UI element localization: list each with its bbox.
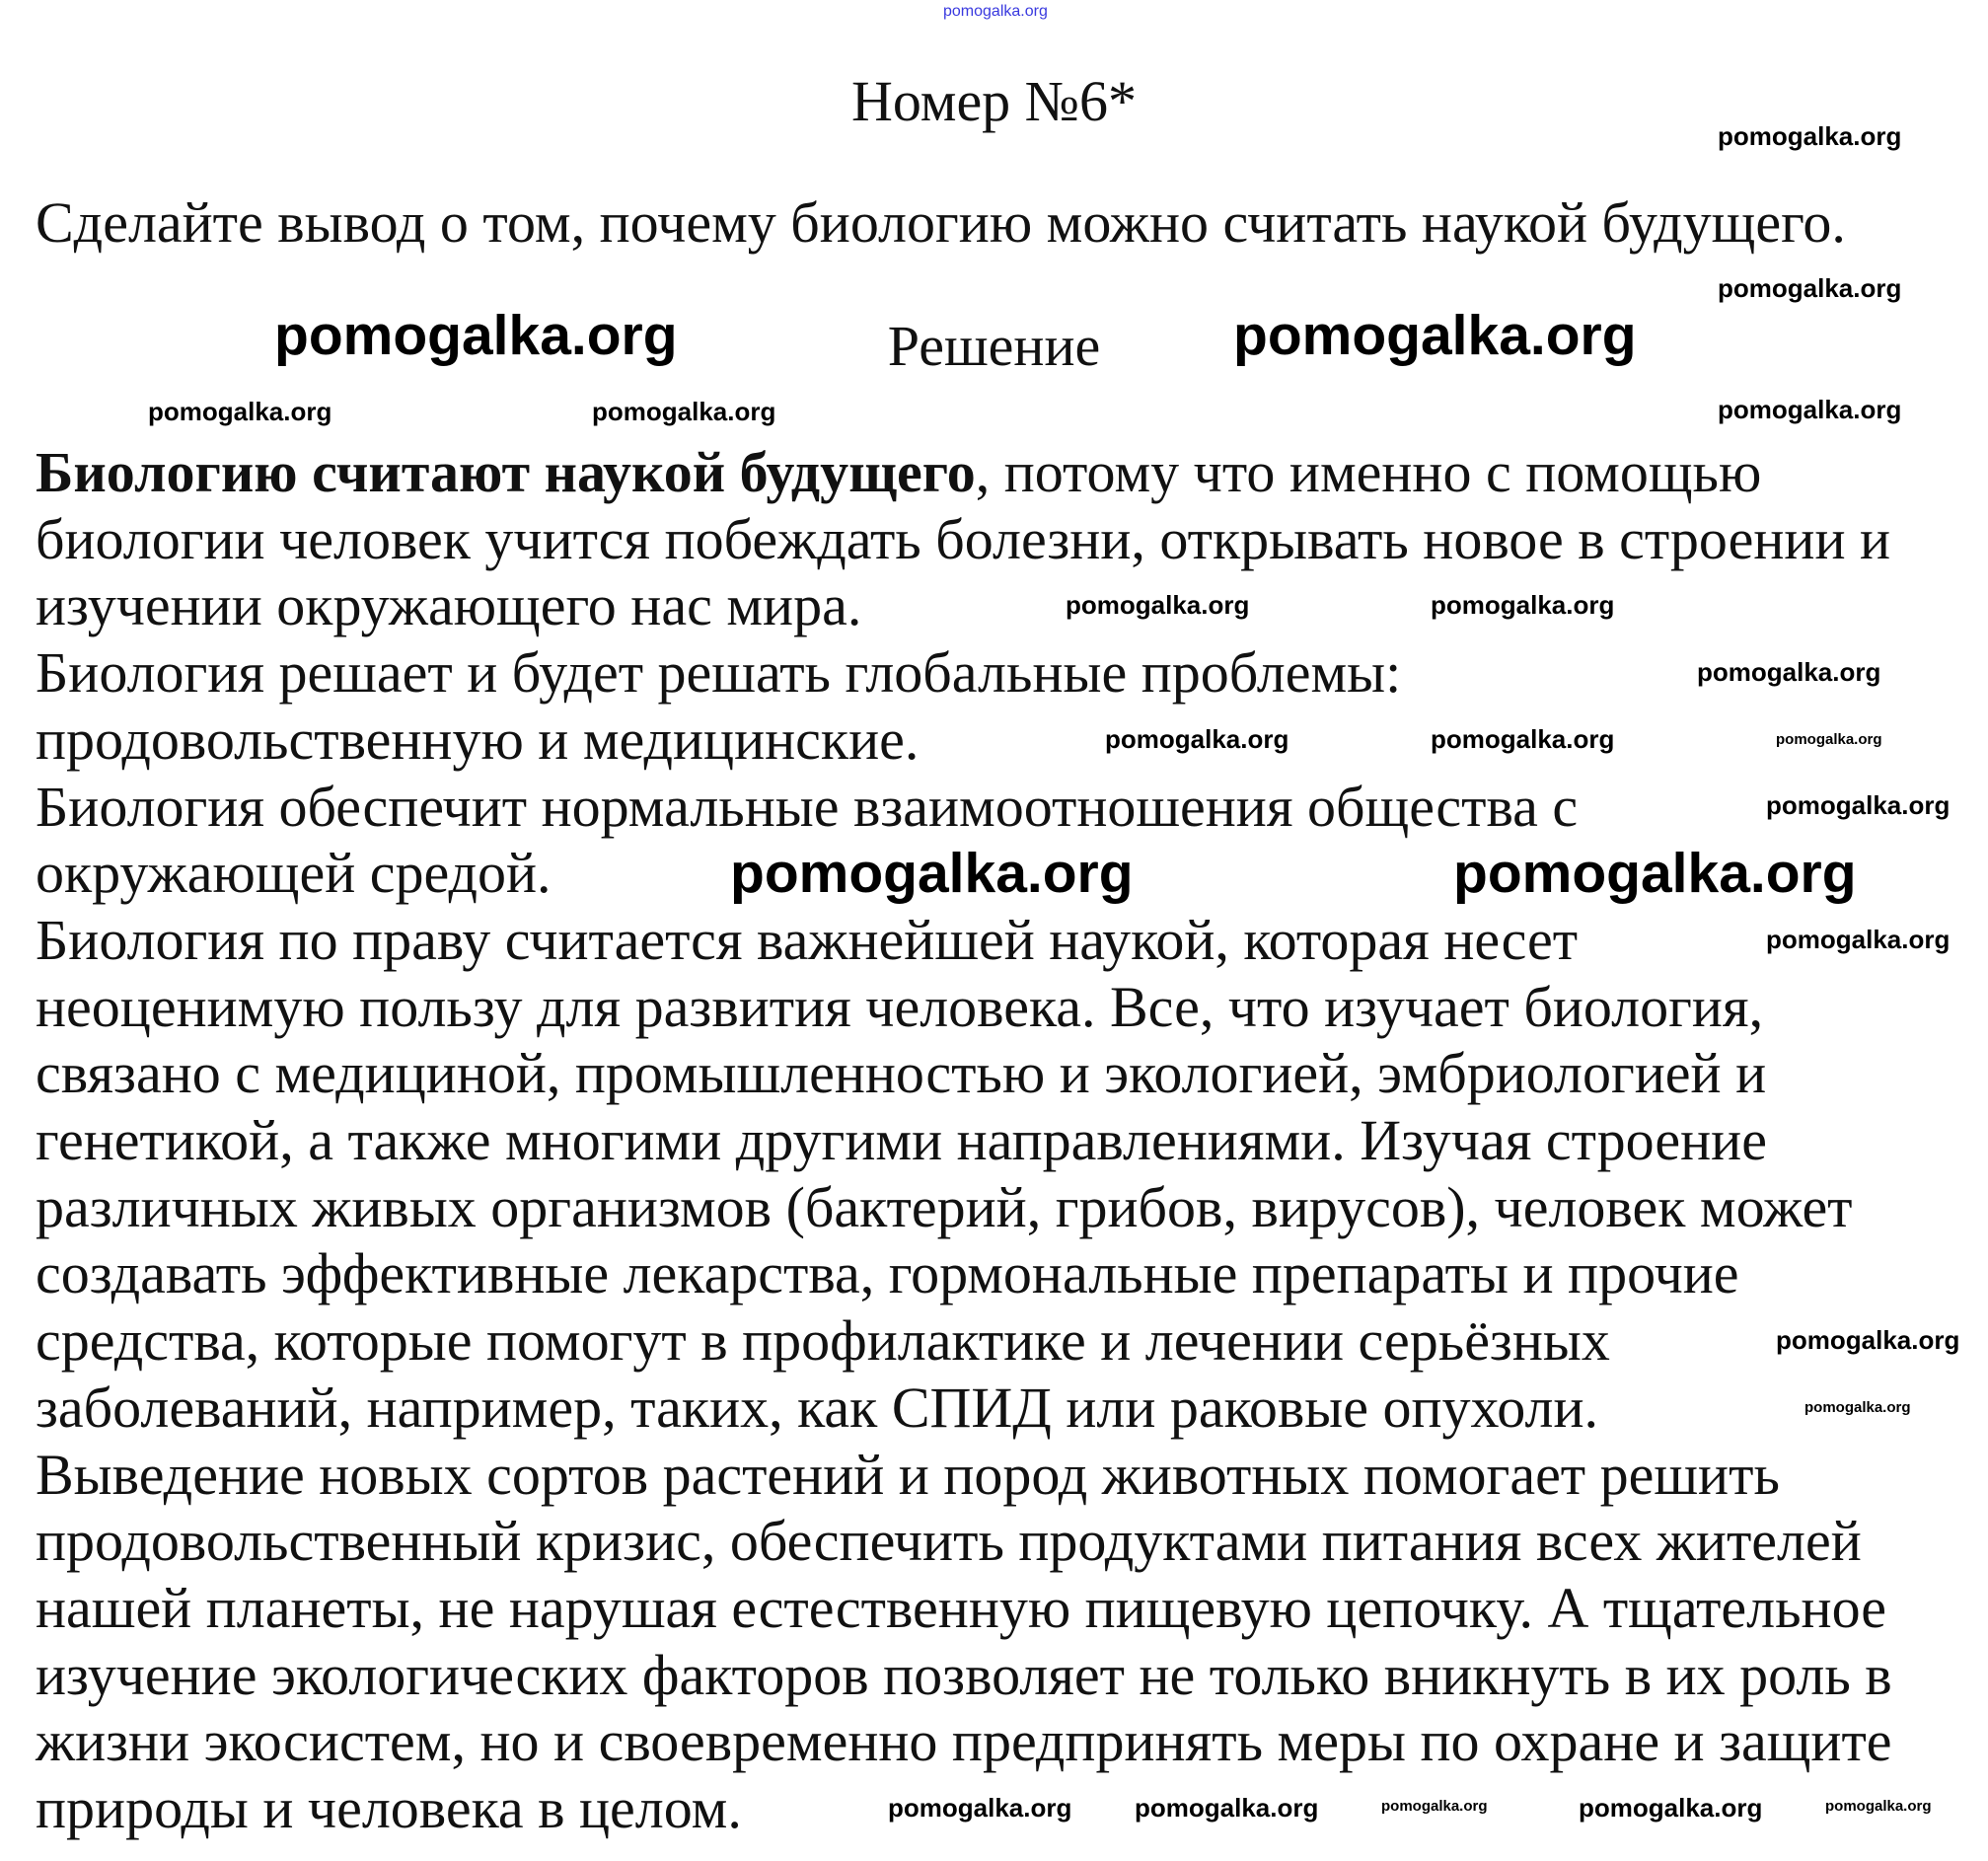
watermark: pomogalka.org — [1431, 724, 1615, 754]
answer-line: жизни экосистем, но и своевременно предпринять меры по охране и защите — [36, 1709, 1892, 1774]
answer-line: Биология по праву считается важнейшей наукой, которая несет — [36, 907, 1579, 972]
watermark: pomogalka.org — [148, 397, 332, 426]
answer-line: изучение экологических факторов позволяет не только вникнуть в их роль в — [36, 1642, 1892, 1707]
question-text: Сделайте вывод о том, почему биологию можно считать наукой будущего. — [36, 190, 1846, 255]
watermark: pomogalka.org — [1804, 1399, 1911, 1416]
page-title: Номер №6* — [850, 69, 1138, 133]
answer-line: неоценимую пользу для развития человека. Все, что изучает биология, — [36, 974, 1764, 1039]
answer-line: генетикой, а также многими другими направлениями. Изучая строение — [36, 1108, 1767, 1172]
watermark: pomogalka.org — [888, 1793, 1072, 1823]
solution-heading: Решение — [887, 314, 1101, 378]
watermark: pomogalka.org — [274, 304, 678, 367]
watermark: pomogalka.org — [730, 842, 1134, 905]
watermark: pomogalka.org — [1066, 590, 1250, 620]
watermark: pomogalka.org — [1776, 731, 1882, 748]
watermark: pomogalka.org — [1718, 395, 1902, 424]
watermark: pomogalka.org — [1776, 1325, 1960, 1355]
watermark: pomogalka.org — [1718, 121, 1902, 151]
watermark: pomogalka.org — [1453, 842, 1857, 905]
watermark: pomogalka.org — [1766, 790, 1951, 820]
answer-line: продовольственную и медицинские. — [36, 707, 920, 772]
watermark: pomogalka.org — [1431, 590, 1615, 620]
answer-line: Биология обеспечит нормальные взаимоотношения общества с — [36, 774, 1579, 839]
answer-line: связано с медициной, промышленностью и экологией, эмбриологией и — [36, 1041, 1767, 1106]
answer-line: Биология решает и будет решать глобальные проблемы: — [36, 640, 1402, 706]
watermark: pomogalka.org — [1766, 925, 1951, 954]
watermark: pomogalka.org — [1381, 1798, 1488, 1815]
answer-lead-rest: , потому что именно с помощью — [975, 440, 1762, 504]
answer-line: окружающей средой. — [36, 841, 552, 906]
answer-line: продовольственный кризис, обеспечить продуктами питания всех жителей — [36, 1509, 1862, 1574]
answer-line: различных живых организмов (бактерий, грибов, вирусов), человек может — [36, 1174, 1853, 1239]
answer-bold-lead: Биологию считают наукой будущего — [36, 440, 976, 504]
answer-line: Выведение новых сортов растений и пород животных помогает решить — [36, 1442, 1780, 1507]
watermark: pomogalka.org — [943, 3, 1048, 20]
answer-line: природы и человека в целом. — [36, 1776, 742, 1840]
watermark: pomogalka.org — [1105, 724, 1289, 754]
answer-line: создавать эффективные лекарства, гормональные препараты и прочие — [36, 1241, 1739, 1306]
answer-line: нашей планеты, не нарушая естественную пищевую цепочку. А тщательное — [36, 1575, 1887, 1640]
answer-line: средства, которые помогут в профилактике и лечении серьёзных — [36, 1308, 1610, 1374]
watermark: pomogalka.org — [1233, 304, 1637, 367]
answer-line: изучении окружающего нас мира. — [36, 573, 862, 638]
watermark: pomogalka.org — [1825, 1798, 1932, 1815]
watermark: pomogalka.org — [1579, 1793, 1763, 1823]
watermark: pomogalka.org — [1135, 1793, 1319, 1823]
watermark: pomogalka.org — [1718, 273, 1902, 303]
watermark: pomogalka.org — [1697, 657, 1881, 687]
answer-line — [36, 439, 1761, 506]
answer-line: заболеваний, например, таких, как СПИД или раковые опухоли. — [36, 1375, 1599, 1440]
watermark: pomogalka.org — [592, 397, 776, 426]
answer-line: биологии человек учится побеждать болезни, открывать новое в строении и — [36, 506, 1891, 571]
